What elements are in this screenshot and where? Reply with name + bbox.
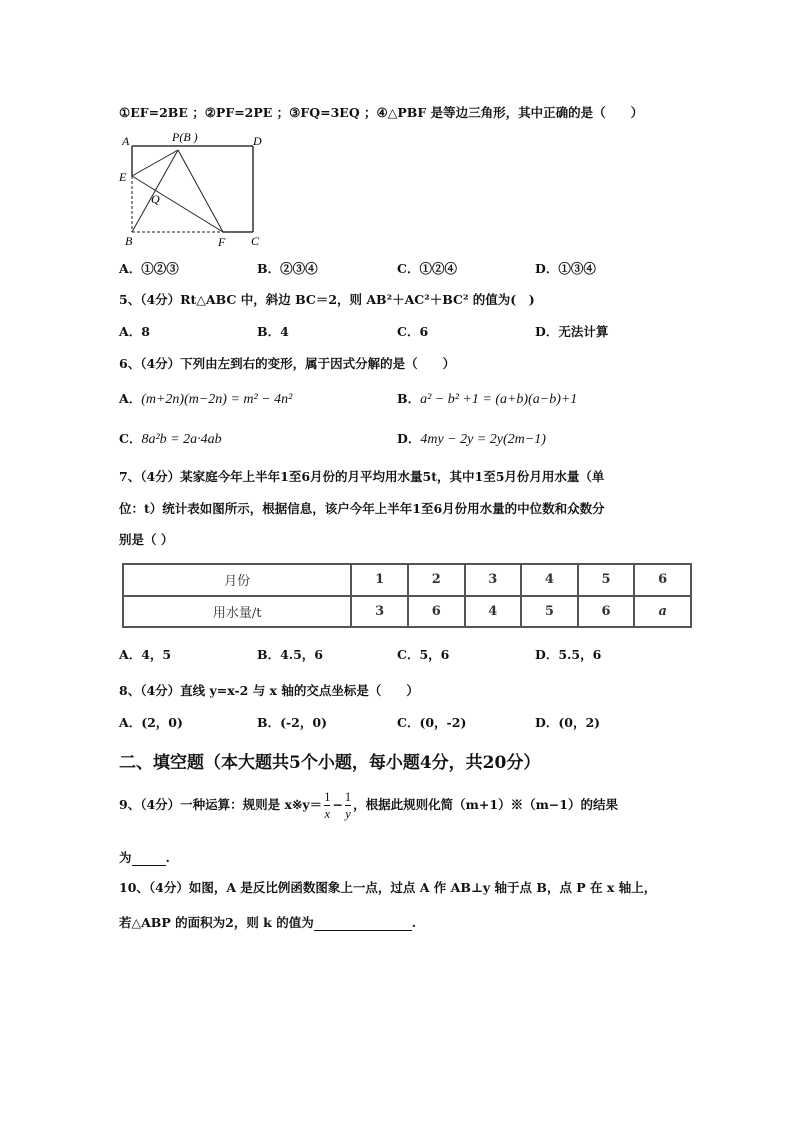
q8-option-d[interactable]: D．(0，2) bbox=[535, 715, 601, 730]
minus-sign: − bbox=[332, 797, 343, 812]
q4-option-c[interactable]: C．①②④ bbox=[397, 261, 457, 276]
q6-stem: 6、（4分）下列由左到右的变形，属于因式分解的是（ ） bbox=[119, 356, 456, 371]
table-cell: 4 bbox=[465, 596, 522, 628]
formula: 4my − 2y = 2y(2m−1) bbox=[420, 432, 546, 447]
q6-option-a[interactable] bbox=[119, 389, 292, 408]
q4-option-b[interactable]: B．②③④ bbox=[257, 261, 318, 276]
table-header-cell: 6 bbox=[634, 564, 691, 596]
q6-option-d[interactable] bbox=[397, 429, 546, 448]
q7-option-d[interactable]: D．5.5，6 bbox=[535, 647, 602, 662]
denominator: x bbox=[324, 807, 331, 821]
table-header-cell: 2 bbox=[408, 564, 465, 596]
table-header-cell: 3 bbox=[465, 564, 522, 596]
q6-option-c[interactable] bbox=[119, 429, 222, 448]
table-row bbox=[123, 564, 691, 596]
numerator: 1 bbox=[344, 790, 352, 804]
q7-line-3: 别是（ ） bbox=[119, 532, 174, 547]
q9-suffix: ，根据此规则化简（m+1）※（m−1）的结果 bbox=[353, 797, 618, 812]
option-letter: B． bbox=[397, 391, 421, 406]
q7-option-b[interactable]: B．4.5，6 bbox=[257, 647, 324, 662]
label-f: F bbox=[218, 235, 226, 249]
section-2-heading: 二、填空题（本大题共5个小题，每小题4分，共20分） bbox=[119, 753, 541, 773]
table-cell: 3 bbox=[351, 596, 408, 628]
fraction-1-over-y bbox=[345, 789, 351, 822]
table-header-cell: 5 bbox=[578, 564, 635, 596]
period: . bbox=[165, 850, 170, 865]
option-letter: A． bbox=[119, 391, 142, 406]
fraction-1-over-x bbox=[324, 789, 330, 822]
table-header-cell: 月份 bbox=[123, 564, 351, 596]
q5-stem: 5、（4分）Rt△ABC 中，斜边 BC＝2，则 AB²＋AC²＋BC² 的值为( ) bbox=[119, 292, 535, 307]
q5-option-b[interactable]: B．4 bbox=[257, 324, 289, 339]
label-a: A bbox=[122, 134, 130, 148]
q4-option-a[interactable]: A．①②③ bbox=[119, 261, 179, 276]
label-c: C bbox=[251, 234, 260, 248]
label-d: D bbox=[253, 134, 262, 148]
label-e: E bbox=[119, 170, 127, 184]
label-p: P(B ) bbox=[172, 130, 198, 144]
q10-line-1: 10、（4分）如图，A 是反比例函数图象上一点，过点 A 作 AB⊥y 轴于点 B，点 P 在 x 轴上， bbox=[119, 880, 657, 895]
q7-line-1: 7、（4分）某家庭今年上半年1至6月份的月平均用水量5t，其中1至5月份月用水量（单 bbox=[119, 469, 605, 484]
q9-answer-blank[interactable] bbox=[132, 850, 166, 866]
period: . bbox=[411, 915, 417, 930]
q9-stem bbox=[119, 789, 618, 822]
q4-option-d[interactable]: D．①③④ bbox=[535, 261, 596, 276]
formula: 8a²b = 2a·4ab bbox=[141, 432, 222, 447]
q9-text: 为 bbox=[119, 850, 132, 865]
q5-option-a[interactable]: A．8 bbox=[119, 324, 150, 339]
q5-option-d[interactable]: D．无法计算 bbox=[535, 324, 609, 339]
table-cell: 6 bbox=[408, 596, 465, 628]
q10-answer-blank[interactable] bbox=[314, 915, 412, 931]
q10-text: 若△ABP 的面积为2，则 k 的值为 bbox=[119, 915, 314, 930]
q9-line-2 bbox=[119, 848, 170, 866]
table-cell: a bbox=[634, 596, 691, 628]
table-row bbox=[123, 596, 691, 628]
q5-option-c[interactable]: C．6 bbox=[397, 324, 429, 339]
water-usage-table bbox=[122, 563, 692, 628]
q8-option-c[interactable]: C．(0，-2) bbox=[397, 715, 467, 730]
q8-option-a[interactable]: A．(2，0) bbox=[119, 715, 183, 730]
formula: a² − b² +1 = (a+b)(a−b)+1 bbox=[420, 392, 578, 407]
q4-stem: ①EF=2BE ；②PF=2PE ；③FQ=3EQ ；④△PBF 是等边三角形，其中正确的是（ ） bbox=[119, 105, 644, 120]
q8-option-b[interactable]: B．(-2，0) bbox=[257, 715, 327, 730]
option-letter: D． bbox=[397, 431, 421, 446]
q8-stem: 8、（4分）直线 y=x-2 与 x 轴的交点坐标是（ ） bbox=[119, 683, 419, 698]
q7-option-a[interactable]: A．4，5 bbox=[119, 647, 172, 662]
q7-option-c[interactable]: C．5，6 bbox=[397, 647, 450, 662]
q6-option-b[interactable] bbox=[397, 389, 577, 408]
table-cell: 用水量/t bbox=[123, 596, 351, 628]
table-cell: 6 bbox=[578, 596, 635, 628]
label-q: Q bbox=[151, 192, 160, 206]
table-cell: 5 bbox=[521, 596, 578, 628]
denominator: y bbox=[345, 807, 351, 821]
option-letter: C． bbox=[119, 431, 142, 446]
numerator: 1 bbox=[324, 790, 331, 804]
label-b: B bbox=[125, 234, 133, 248]
table-header-cell: 1 bbox=[351, 564, 408, 596]
q10-line-2 bbox=[119, 913, 416, 931]
table-header-cell: 4 bbox=[521, 564, 578, 596]
q7-line-2: 位：t）统计表如图所示，根据信息，该户今年上半年1至6月份用水量的中位数和众数分 bbox=[119, 501, 605, 516]
q4-geometry-figure bbox=[110, 125, 280, 255]
formula: (m+2n)(m−2n) = m² − 4n² bbox=[141, 392, 293, 407]
q9-prefix: 9、（4分）一种运算：规则是 x※y＝ bbox=[119, 797, 323, 812]
